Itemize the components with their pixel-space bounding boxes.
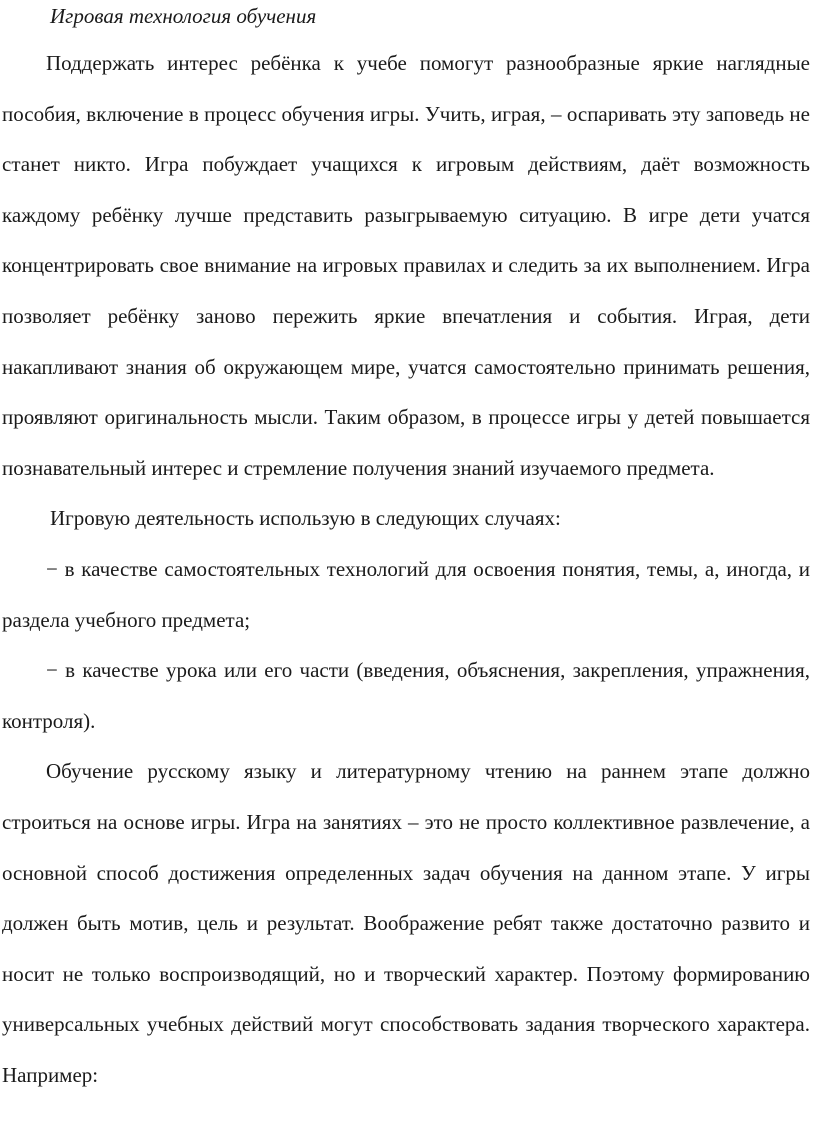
paragraph-russian-language: Обучение русскому языку и литературному чтению на раннем этапе должно строиться на основе игры. Игра на занятиях – это не просто коллективное развлечение, а основной способ достижения определенных задач обучения на данном этапе. У игры должен быть мотив, цель и результат. Воображение ребят также достаточно развито и носит не только воспроизводящий, но и творческий характер. Поэтому формированию универсальных учебных действий могут способствовать задания творческого характера. Например:	[2, 759, 810, 1087]
body-text	[2, 38, 810, 1100]
list-item-technology: − в качестве самостоятельных технологий для освоения понятия, темы, а, иногда, и раздела учебного предмета;	[2, 556, 810, 632]
list-item-lesson-part: − в качестве урока или его части (введения, объяснения, закрепления, упражнения, контроля).	[2, 658, 810, 733]
paragraph-game-interest: Поддержать интерес ребёнка к учебе помогут разнообразные яркие наглядные пособия, включение в процесс обучения игры. Учить, играя, – оспаривать эту заповедь не станет никто. Игра побуждает учащихся к игровым действиям, даёт возможность каждому ребёнку лучше представить разыгрываемую ситуацию. В игре дети учатся концентрировать свое внимание на игровых правилах и следить за их выполнением. Игра позволяет ребёнку заново пережить яркие впечатления и события. Играя, дети накапливают знания об окружающем мире, учатся самостоятельно принимать решения, проявляют оригинальность мысли. Таким образом, в процессе игры у детей повышается познавательный интерес и стремление получения знаний изучаемого предмета.	[2, 51, 810, 480]
paragraph-usage-intro: Игровую деятельность использую в следующих случаях:	[50, 506, 561, 531]
section-heading: Игровая технология обучения	[50, 4, 317, 28]
